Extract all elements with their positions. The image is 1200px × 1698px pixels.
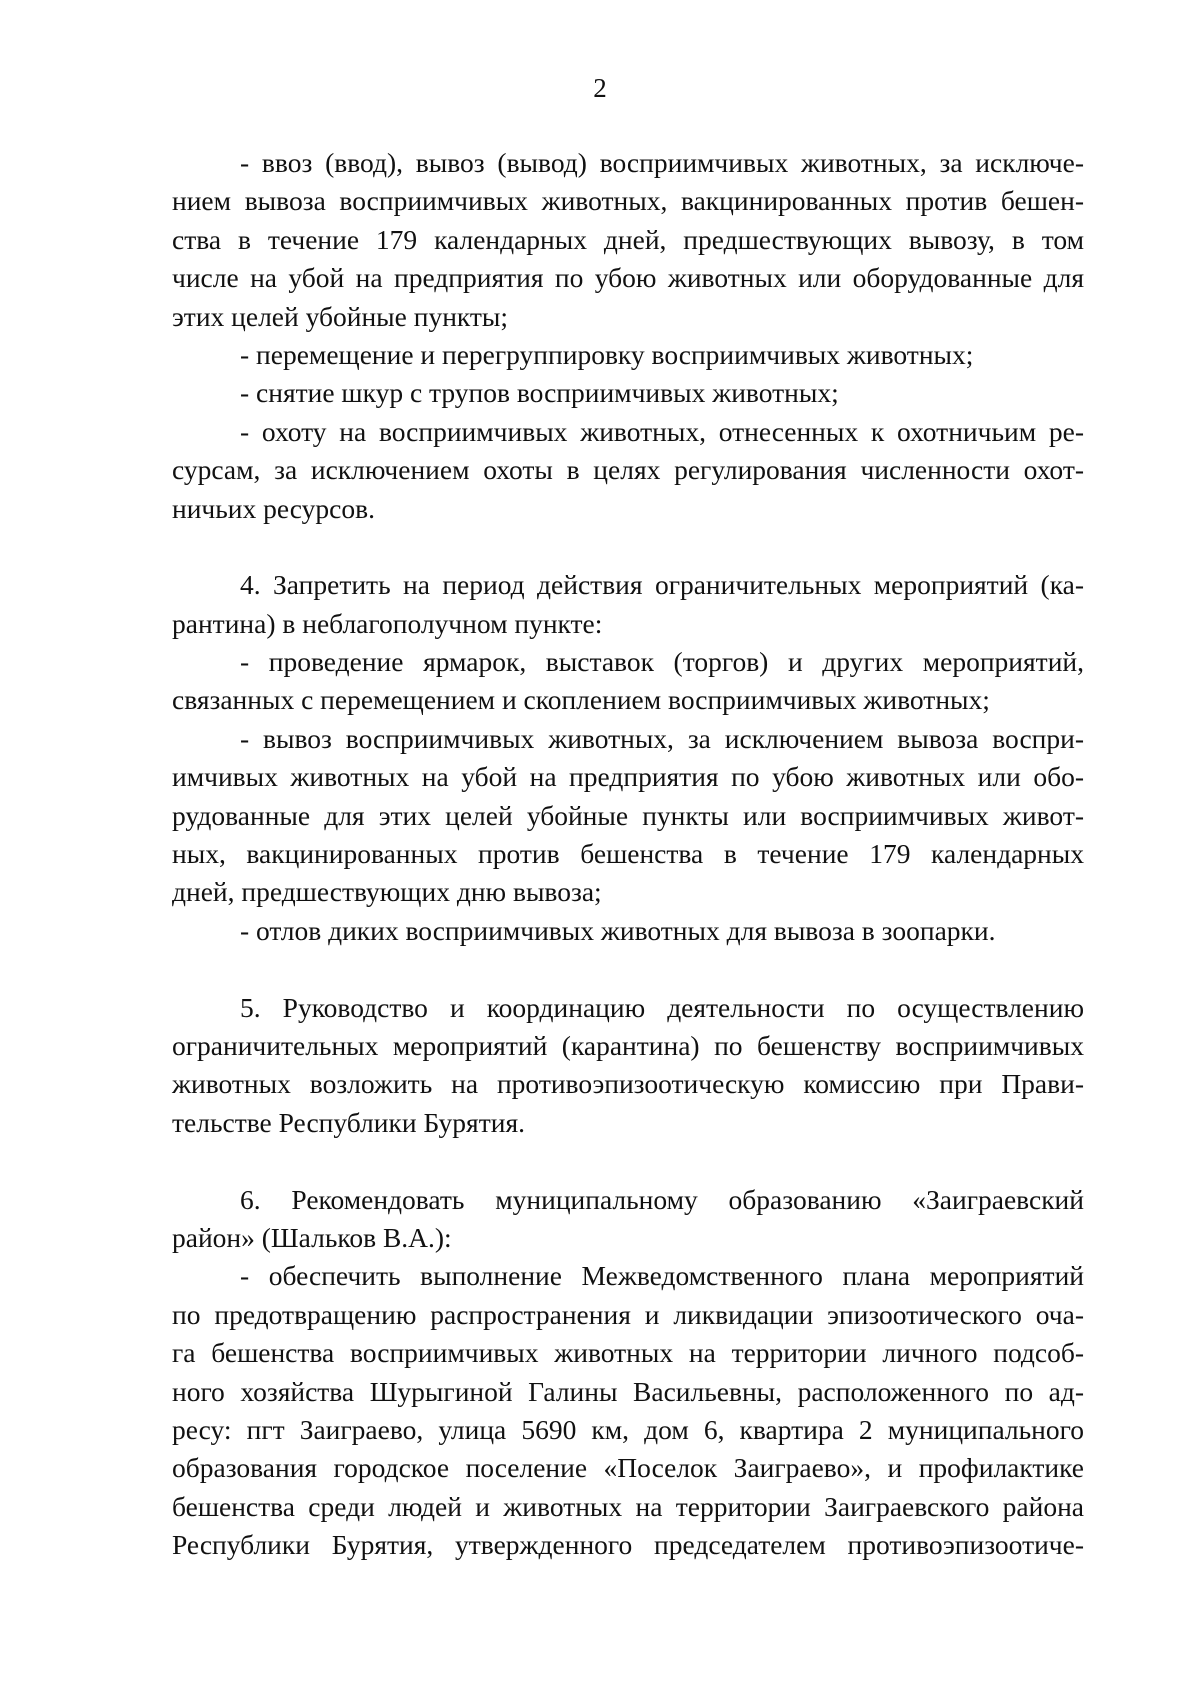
text-line: образования городское поселение «Поселок Заиграево», и профилактике	[172, 1452, 1084, 1484]
text-line: имчивых животных на убой на предприятия по убою животных или обо-	[172, 761, 1084, 793]
text-line: Республики Бурятия, утвержденного председателем противоэпизоотиче-	[172, 1529, 1084, 1561]
text-line: нием вывоза восприимчивых животных, вакцинированных против бешен-	[172, 185, 1084, 217]
text-line: - ввоз (ввод), вывоз (вывод) восприимчивых животных, за исключе-	[240, 147, 1084, 178]
text-line: ных, вакцинированных против бешенства в течение 179 календарных	[172, 838, 1084, 870]
paragraph	[172, 912, 1084, 950]
section-gap	[172, 1142, 1084, 1180]
text-line: - обеспечить выполнение Межведомственного плана мероприятий	[240, 1260, 1084, 1292]
text-line: ничьих ресурсов.	[172, 492, 375, 524]
text-line: числе на убой на предприятия по убою животных или оборудованные для	[172, 262, 1084, 294]
text-line: 6. Рекомендовать муниципальному образованию «Заиграевский	[240, 1183, 1084, 1215]
text-line: ограничительных мероприятий (карантина) по бешенству восприимчивых	[172, 1029, 1084, 1061]
text-line: рантина) в неблагополучном пункте:	[172, 607, 603, 639]
text-line: тельстве Республики Бурятия.	[172, 1106, 525, 1138]
text-line: животных возложить на противоэпизоотическую комиссию при Прави-	[172, 1068, 1084, 1100]
section-gap	[172, 528, 1084, 566]
text-line: ресу: пгт Заиграево, улица 5690 км, дом 6, квартира 2 муниципального	[172, 1413, 1084, 1445]
text-line: рудованные для этих целей убойные пункты или восприимчивых живот-	[172, 799, 1084, 831]
section-gap	[172, 950, 1084, 988]
text-line: сурсам, за исключением охоты в целях регулирования численности охот-	[172, 454, 1084, 486]
paragraph	[172, 1257, 1084, 1564]
paragraph	[172, 413, 1084, 528]
text-line: 4. Запретить на период действия ограничительных мероприятий (ка-	[240, 569, 1084, 601]
paragraph	[172, 374, 1084, 412]
text-line: дней, предшествующих дню вывоза;	[172, 876, 602, 908]
paragraph	[172, 144, 1084, 336]
text-line: - вывоз восприимчивых животных, за исключением вывоза воспри-	[240, 722, 1084, 754]
text-line: бешенства среди людей и животных на территории Заиграевского района	[172, 1490, 1084, 1522]
text-line: - перемещение и перегруппировку восприимчивых животных;	[240, 338, 974, 370]
text-line: - проведение ярмарок, выставок (торгов) и других мероприятий,	[240, 646, 1084, 678]
text-line: этих целей убойные пункты;	[172, 300, 509, 332]
page-number: 2	[593, 73, 607, 103]
document-body	[172, 144, 1084, 1564]
text-line: - охоту на восприимчивых животных, отнесенных к охотничьим ре-	[240, 415, 1084, 447]
paragraph	[172, 566, 1084, 643]
text-line: 5. Руководство и координацию деятельности по осуществлению	[240, 991, 1084, 1023]
text-line: ства в течение 179 календарных дней, предшествующих вывозу, в том	[172, 223, 1084, 255]
text-line: га бешенства восприимчивых животных на территории личного подсоб-	[172, 1337, 1084, 1369]
text-line: - снятие шкур с трупов восприимчивых животных;	[240, 377, 839, 409]
paragraph	[172, 720, 1084, 912]
text-line: связанных с перемещением и скоплением восприимчивых животных;	[172, 684, 990, 716]
paragraph	[172, 336, 1084, 374]
text-line: ного хозяйства Шурыгиной Галины Васильевны, расположенного по ад-	[172, 1375, 1084, 1407]
paragraph	[172, 643, 1084, 720]
text-line: по предотвращению распространения и ликвидации эпизоотического оча-	[172, 1298, 1084, 1330]
paragraph	[172, 989, 1084, 1143]
paragraph	[172, 1181, 1084, 1258]
text-line: район» (Шальков В.А.):	[172, 1221, 452, 1253]
text-line: - отлов диких восприимчивых животных для вывоза в зоопарки.	[240, 914, 996, 946]
